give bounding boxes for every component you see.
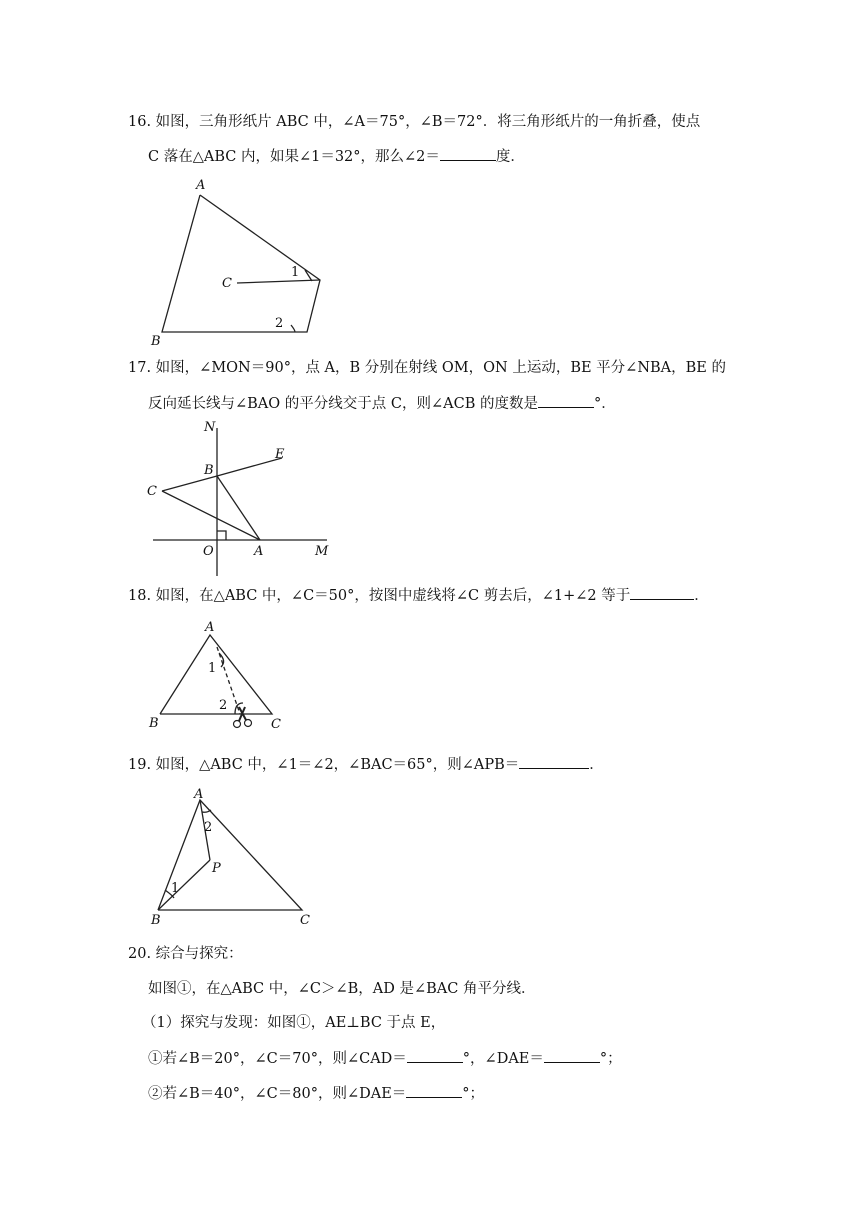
q19-fig-label-2: 2 bbox=[204, 820, 213, 835]
q19-text-1a: 如图，△ABC 中，∠1＝∠2，∠BAC＝65°，则∠APB＝ bbox=[155, 757, 520, 773]
q19-fig-seg-bp bbox=[158, 860, 210, 910]
q19-fig-triangle bbox=[158, 800, 302, 910]
q20-item1-text-c: °； bbox=[599, 1051, 622, 1067]
q16-text-1: 如图，三角形纸片 ABC 中，∠A＝75°，∠B＝72°．将三角形纸片的一角折叠，使点 bbox=[155, 114, 701, 130]
q17-fig-label-a: A bbox=[254, 544, 264, 559]
q20-part1: （1）探究与发现：如图①，AE⊥BC 于点 E， bbox=[142, 1015, 446, 1031]
q16-fig-label-a: A bbox=[196, 178, 206, 193]
q19-text-1b: ． bbox=[589, 757, 604, 773]
q20-number: 20. bbox=[128, 946, 152, 962]
q16-text-2b: 度． bbox=[495, 149, 525, 165]
q19-figure bbox=[145, 782, 345, 932]
q16-text-2a: C 落在△ABC 内，如果∠1＝32°，那么∠2＝ bbox=[148, 149, 440, 165]
q17-line2 bbox=[148, 393, 616, 414]
q17-fig-seg-ca bbox=[162, 491, 260, 540]
q18-text-1b: ． bbox=[694, 588, 709, 604]
scissors-icon bbox=[234, 707, 252, 728]
q17-text-2a: 反向延长线与∠BAO 的平分线交于点 C，则∠ACB 的度数是 bbox=[148, 396, 538, 412]
q16-fig-label-2: 2 bbox=[275, 316, 284, 331]
q18-answer-blank[interactable] bbox=[630, 585, 694, 600]
q18-fig-label-b: B bbox=[149, 716, 159, 731]
q17-fig-right-angle bbox=[217, 531, 226, 540]
q16-answer-blank[interactable] bbox=[440, 146, 496, 161]
q19-fig-label-c: C bbox=[300, 913, 310, 928]
q17-fig-label-c: C bbox=[147, 484, 157, 499]
q16-number: 16. bbox=[128, 114, 152, 130]
q16-figure bbox=[145, 175, 345, 349]
q20-item2-text-a: ②若∠B＝40°，∠C＝80°，则∠DAE＝ bbox=[148, 1086, 407, 1102]
q20-item1 bbox=[148, 1048, 622, 1069]
q18-fig-label-2: 2 bbox=[219, 698, 228, 713]
q17-fig-label-o: O bbox=[203, 544, 214, 559]
q16-fig-label-c: C bbox=[222, 276, 232, 291]
q19-number: 19. bbox=[128, 757, 152, 773]
q20-answer-blank-dae-1[interactable] bbox=[544, 1048, 600, 1063]
q20-item2-text-b: °； bbox=[462, 1086, 485, 1102]
q20-intro: 如图①，在△ABC 中，∠C＞∠B，AD 是∠BAC 角平分线． bbox=[148, 981, 536, 997]
q17-fig-label-b: B bbox=[204, 463, 214, 478]
q18-fig-label-1: 1 bbox=[208, 661, 217, 676]
q18-fig-label-c: C bbox=[271, 717, 281, 732]
q16-fig-fold-1 bbox=[237, 280, 320, 283]
q16-fig-arc-2 bbox=[291, 325, 295, 332]
q19-fig-label-a: A bbox=[194, 787, 204, 802]
q17-line1 bbox=[128, 358, 726, 378]
q16-fig-outline bbox=[162, 195, 320, 332]
q18-number: 18. bbox=[128, 588, 152, 604]
q20-answer-blank-dae-2[interactable] bbox=[406, 1083, 462, 1098]
q17-answer-blank[interactable] bbox=[538, 393, 594, 408]
q19-fig-label-1: 1 bbox=[171, 881, 180, 896]
q17-fig-label-e: E bbox=[275, 447, 285, 462]
q18-line1 bbox=[128, 585, 709, 606]
q17-fig-label-m: M bbox=[315, 544, 329, 559]
q18-fig-label-a: A bbox=[205, 620, 215, 635]
q19-fig-label-b: B bbox=[151, 913, 161, 928]
q17-fig-seg-cb bbox=[162, 476, 217, 491]
q17-figure bbox=[145, 418, 345, 578]
q20-title-line bbox=[128, 944, 243, 964]
q20-item1-text-b: °，∠DAE＝ bbox=[462, 1051, 544, 1067]
q18-text-1a: 如图，在△ABC 中，∠C＝50°，按图中虚线将∠C 剪去后，∠1+∠2 等于 bbox=[155, 588, 631, 604]
q16-line1 bbox=[128, 112, 700, 132]
q20-item2 bbox=[148, 1083, 484, 1104]
q17-fig-ray-be bbox=[217, 458, 282, 476]
q19-answer-blank[interactable] bbox=[519, 754, 589, 769]
q16-line2 bbox=[148, 146, 525, 167]
q17-number: 17. bbox=[128, 360, 152, 376]
q16-fig-label-1: 1 bbox=[291, 265, 300, 280]
q16-fig-label-b: B bbox=[151, 334, 161, 349]
q17-fig-label-n: N bbox=[204, 420, 216, 435]
q20-answer-blank-cad[interactable] bbox=[407, 1048, 463, 1063]
q19-fig-arc-2 bbox=[202, 810, 211, 812]
q20-item1-text-a: ①若∠B＝20°，∠C＝70°，则∠CAD＝ bbox=[148, 1051, 407, 1067]
q18-figure bbox=[145, 617, 305, 737]
q17-text-2b: °． bbox=[593, 396, 616, 412]
q20-title: 综合与探究： bbox=[155, 946, 243, 962]
q19-line1 bbox=[128, 754, 604, 775]
q17-text-1: 如图，∠MON＝90°，点 A，B 分别在射线 OM，ON 上运动，BE 平分∠NBA，BE 的 bbox=[155, 360, 726, 376]
q19-fig-label-p: P bbox=[212, 861, 221, 876]
